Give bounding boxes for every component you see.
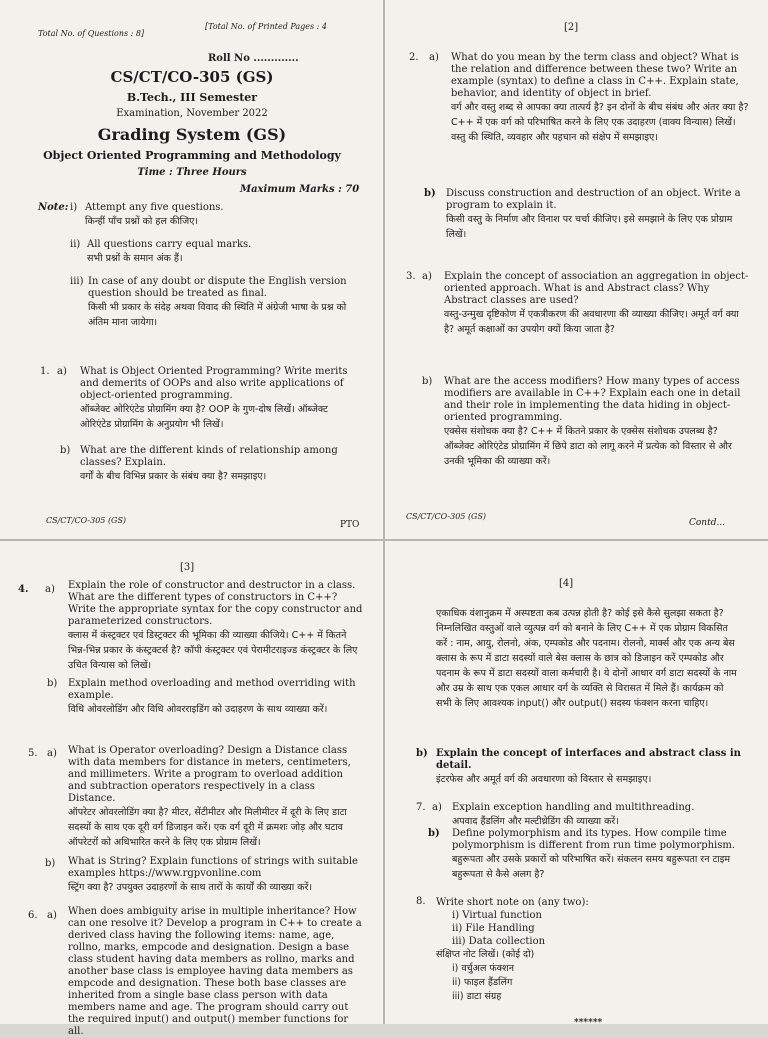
note-label: Note: (38, 202, 69, 213)
q3b-text-hi: एक्सेस संशोधक क्या है? C++ में कितने प्रकार के एक्सेस संशोधक उपलब्ध है? ऑब्जेक्ट ओरिएंटेड प्रोग्रामिंग में छिपे डाटा को लागू करने में प्रत्येक को विस्तार से और उनकी भूमिका की व्याख्या करें। (444, 426, 732, 467)
horizontal-fold-line (0, 539, 768, 541)
q1a-text-hi: ऑब्जेक्ट ओरिएंटेड प्रोग्रामिंग क्या है? OOP के गुण-दोष लिखें। ऑब्जेक्ट ओरिएंटेड प्रोग्रामिंग के अनुप्रयोग भी लिखें। (80, 404, 328, 430)
note-ii-hi: सभी प्रश्नों के समान अंक हैं। (87, 253, 183, 264)
q6b (436, 748, 741, 787)
max-marks: Maximum Marks : 70 (240, 184, 360, 195)
q1-number: 1. (40, 366, 50, 377)
note-ii-number: ii) (70, 239, 81, 250)
q5a (68, 745, 363, 850)
q6b-label: b) (416, 748, 428, 759)
page-4 (384, 540, 768, 1028)
q8-item-en: i) Virtual function (452, 910, 542, 921)
q8-item-en: iii) Data collection (452, 936, 546, 947)
page2-footer-code: CS/CT/CO-305 (GS) (406, 512, 487, 521)
roll-no: Roll No ............. (208, 53, 299, 64)
note-i-hi: किन्हीं पाँच प्रश्नों को हल कीजिए। (85, 216, 199, 227)
q6b-text-en: Explain the concept of interfaces and abstract class in detail. (436, 748, 741, 771)
q6-number: 6. (28, 910, 38, 921)
q1a-label: a) (57, 366, 67, 377)
q7b (452, 828, 742, 882)
q6a (68, 906, 363, 1038)
q7b-label: b) (428, 828, 440, 839)
q3b (444, 376, 749, 469)
q5b (68, 856, 363, 895)
q8-item-hi: iii) डाटा संग्रह (452, 991, 502, 1002)
note-i-en: Attempt any five questions. (85, 202, 224, 213)
q6b-text-hi: इंटरफेस और अमूर्त वर्ग की अवधारणा को विस्तार से समझाइए। (436, 774, 652, 785)
q7-number: 7. (416, 802, 426, 813)
q6a-hindi (436, 606, 741, 711)
q5-number: 5. (28, 748, 38, 759)
page2-number: [2] (564, 22, 579, 33)
course-title: B.Tech., III Semester (126, 91, 258, 104)
page4-number: [4] (559, 578, 574, 589)
note-iii-number: iii) (70, 276, 84, 287)
page-1 (0, 0, 384, 540)
page-2 (384, 0, 768, 540)
end-mark: ****** (574, 1018, 603, 1028)
note-ii (87, 239, 347, 266)
q8-item-en: ii) File Handling (452, 923, 535, 934)
q2b (446, 188, 746, 242)
q1a-text-en: What is Object Oriented Programming? Write merits and demerits of OOPs and also write applications of object-oriented programming. (80, 366, 348, 401)
note-iii (88, 276, 358, 330)
grading-system: Grading System (GS) (97, 125, 287, 144)
q1b (80, 445, 362, 484)
page-3 (0, 540, 384, 1037)
q8-text-en: Write short note on (any two): (436, 897, 589, 908)
q4a-text-hi: क्लास में कंस्ट्रक्टर एवं डिस्ट्रक्टर की भूमिका की व्याख्या कीजिये। C++ में कितने भिन्न-भिन्न प्रकार के कंस्ट्रक्टर्स है? कॉपी कंस्ट्रक्टर एवं पेरामीटराइज्ड कंस्ट्रक्टर के लिए उचित विन्यास को लिखें। (68, 630, 358, 671)
q3-number: 3. (406, 271, 416, 282)
total-pages: [Total No. of Printed Pages : 4 (205, 22, 327, 31)
q5b-label: b) (45, 858, 56, 869)
q8-number: 8. (416, 896, 426, 907)
q4b (68, 678, 363, 717)
q3a (444, 271, 749, 337)
q4b-text-hi: विधि ओवरलोडिंग और विधि ओवरराइडिंग को उदाहरण के साथ व्याख्या करें। (68, 704, 328, 715)
q6a-text-hi: एकाधिक वंशानुक्रम में अस्पष्टता कब उत्पन्न होती है? कोई इसे कैसे सुलझा सकता है? निम्नलिखित वस्तुओं वाले व्युत्पन्न वर्ग को बनाने के लिए C++ में एक प्रोग्राम विकसित करें : नाम, आयु, रोलनो, अंक, एम्पकोड और पदनाम। रोलनो, मार्क्स और एक अन्य बेस क्लास के रूप में डाटा सदस्यों वाले बेस क्लास के छात्र को डिजाइन करें एम्पकोड और पदनाम के रूप में डाटा सदस्यों वाला कर्मचारी है। ये दोनों आधार वर्ग डाटा सदस्यों के नाम और उम्र के साथ एक एकल आधार वर्ग के व्यक्ति से विरासत में मिले हैं। कार्यक्रम को सभी के लिए आवश्यक input() और output() सदस्य फंक्शन करना चाहिए। (436, 608, 737, 709)
page3-number: [3] (180, 562, 195, 573)
q8-item-hi: i) वर्चुअल फंक्शन (452, 963, 514, 974)
note-iii-hi: किसी भी प्रकार के संदेह अथवा विवाद की स्थिति में अंग्रेजी भाषा के प्रश्न को अंतिम माना जायेगा। (88, 302, 347, 328)
q2a (451, 52, 751, 145)
q3a-text-hi: वस्तु-उन्मुख दृष्टिकोण में एकत्रीकरण की अवधारणा की व्याख्या कीजिए। अमूर्त वर्ग क्या है? अमूर्त कक्षाओं का उपयोग क्यों किया जाता है? (444, 309, 739, 335)
q7b-text-hi: बहुरूपता और उसके प्रकारों को परिभाषित करें। संकलन समय बहुरूपता रन टाइम बहुरूपता से कैसे अलग है? (452, 854, 731, 880)
q5a-label: a) (47, 748, 57, 759)
q3b-text-en: What are the access modifiers? How many types of access modifiers are available in C++? Explain each one in detail and their role in implementing the data hiding in object-oriented programming. (444, 376, 741, 423)
q2b-label: b) (424, 188, 436, 199)
q3a-label: a) (422, 271, 432, 282)
q1b-text-en: What are the different kinds of relationship among classes? Explain. (80, 445, 338, 468)
q7b-text-en: Define polymorphism and its types. How compile time polymorphism is different from run time polymorphism. (452, 828, 736, 851)
total-questions: Total No. of Questions : 8] (38, 29, 145, 38)
q4a-text-en: Explain the role of constructor and destructor in a class. What are the different types of constructors in C++? Write the appropriate syntax for the copy constructor and parameterized constructors. (68, 580, 363, 627)
q5a-text-hi: ऑपरेटर ओवरलोडिंग क्या है? मीटर, सेंटीमीटर और मिलीमीटर में दूरी के लिए डाटा सदस्यों के साथ एक दूरी वर्ग डिजाइन करें। एक वर्ग दूरी में क्रमशः जोड़ और घटाव ऑपरेटरों को अधिभारित करने के लिए एक प्रोग्राम लिखें। (68, 807, 347, 848)
q7a-text-hi: अपवाद हैंडलिंग और मल्टीथ्रेडिंग की व्याख्या करें। (452, 816, 619, 827)
page1-footer-pto: PTO (340, 520, 360, 530)
q2a-text-en: What do you mean by the term class and object? What is the relation and difference between these two? Write an example (syntax) to define a class in C++. Explain state, behavior, and identity of object in brief. (451, 52, 739, 99)
q4b-label: b) (47, 678, 58, 689)
q4a (68, 580, 363, 673)
q4b-text-en: Explain method overloading and method overriding with example. (68, 678, 356, 701)
note-ii-en: All questions carry equal marks. (87, 239, 252, 250)
q2b-text-hi: किसी वस्तु के निर्माण और विनाश पर चर्चा कीजिए। इसे समझाने के लिए एक प्रोग्राम लिखें। (446, 214, 733, 240)
q8-text-hi: संक्षिप्त नोट लिखें। (कोई दो) (436, 949, 535, 960)
q7a-label: a) (432, 802, 442, 813)
q7a-text-en: Explain exception handling and multithreading. (452, 802, 695, 813)
q5a-text-en: What is Operator overloading? Design a Distance class with data members for distance in meters, centimeters, and millimeters. Write a program to overload addition and subtraction operators respectively in a class Distance. (68, 745, 351, 804)
q5b-text-hi: स्ट्रिंग क्या है? उपयुक्त उदाहरणों के साथ तारों के कार्यों की व्याख्या करें। (68, 882, 313, 893)
vertical-fold-line (383, 0, 385, 1024)
q2a-text-hi: वर्ग और वस्तु शब्द से आपका क्या तात्पर्य है? इन दोनों के बीच संबंध और अंतर क्या है? C++ में एक वर्ग को परिभाषित करने के लिए एक उदाहरण (वाक्य विन्यास) लिखें। वस्तु की स्थिति, व्यवहार और पहचान को संक्षेप में समझाइए। (451, 102, 749, 143)
q3b-label: b) (422, 376, 433, 387)
q6a-label: a) (47, 910, 57, 921)
page2-footer-contd: Contd... (689, 518, 726, 528)
q1b-label: b) (60, 445, 71, 456)
paper-code: CS/CT/CO-305 (GS) (110, 68, 274, 86)
q3a-text-en: Explain the concept of association an aggregation in object-oriented approach. What is and Abstract class? Why Abstract classes are used? (444, 271, 749, 306)
q8 (436, 896, 736, 1004)
exam-session: Examination, November 2022 (116, 108, 268, 119)
q2-number: 2. (409, 52, 419, 63)
subject-title: Object Oriented Programming and Methodology (43, 149, 341, 162)
page1-footer-code: CS/CT/CO-305 (GS) (46, 516, 127, 525)
q4a-label: a) (45, 584, 55, 595)
note-iii-en: In case of any doubt or dispute the English version question should be treated as final. (88, 276, 347, 299)
q5b-text-en: What is String? Explain functions of strings with suitable examples https://www.rgpvonline.com (68, 856, 358, 879)
q8-item-hi: ii) फाइल हैंडलिंग (452, 977, 513, 988)
exam-time: Time : Three Hours (137, 167, 247, 178)
q4-number: 4. (18, 584, 29, 595)
q1b-text-hi: वर्गों के बीच विभिन्न प्रकार के संबंध क्या है? समझाइए। (80, 471, 267, 482)
q2a-label: a) (429, 52, 439, 63)
q1a (80, 366, 362, 432)
q2b-text-en: Discuss construction and destruction of an object. Write a program to explain it. (446, 188, 741, 211)
note-i (85, 202, 355, 229)
q6a-text-en: When does ambiguity arise in multiple inheritance? How can one resolve it? Develop a program in C++ to create a derived class having the following items: name, age, rollno, marks, empcode and designation. Design a base class student having data members as rollno, marks and another base class is employee having data members as empcode and designation. These both base classes are inherited from a single base class person with data members name and age. The program should carry out the required input() and output() member functions for all. (68, 906, 362, 1037)
q7a (452, 802, 742, 829)
note-i-number: i) (70, 202, 78, 213)
